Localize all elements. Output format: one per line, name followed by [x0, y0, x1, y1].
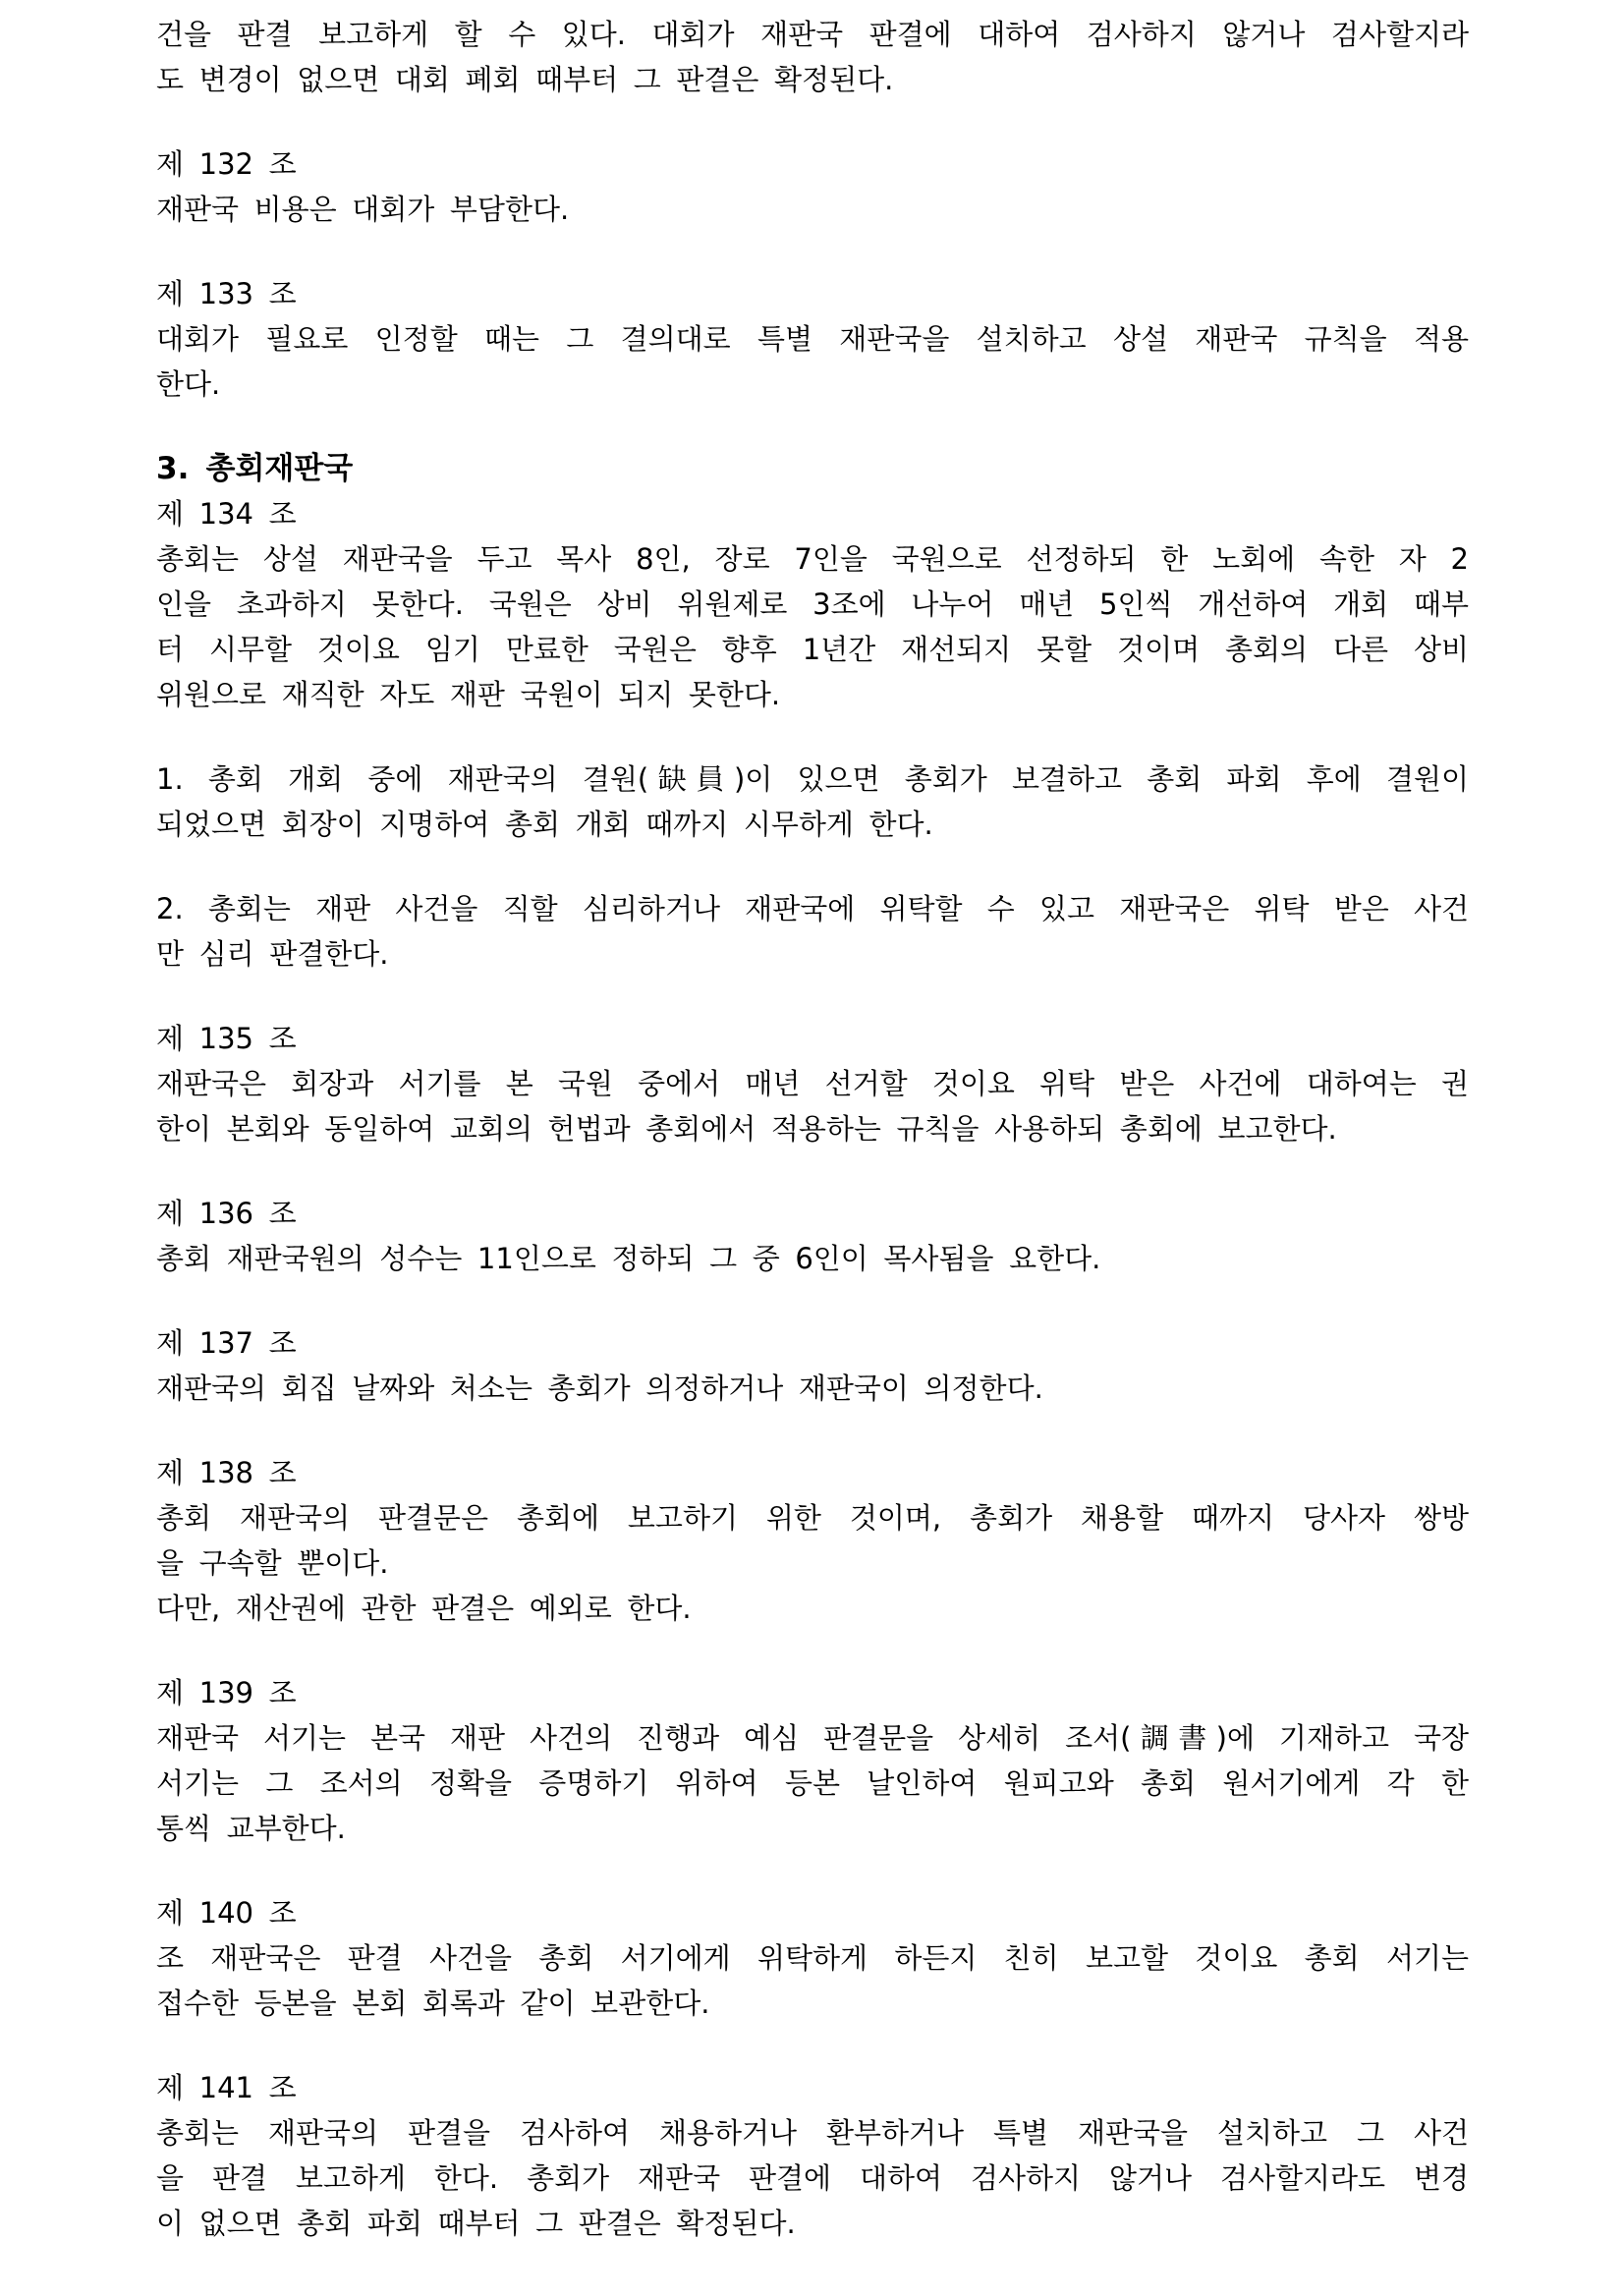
text-line: 총회는 재판국의 판결을 검사하여 채용하거나 환부하거나 특별 재판국을 설치하고 그 사건 — [156, 2116, 1469, 2150]
article-number: 제 135 조 — [156, 1022, 297, 1055]
text-line: 을 구속할 뿐이다. — [156, 1546, 389, 1580]
text-line: 건을 판결 보고하게 할 수 있다. 대회가 재판국 판결에 대하여 검사하지 않거나 검사할지라 — [156, 18, 1469, 51]
text-line: 되었으면 회장이 지명하여 총회 개회 때까지 시무하게 한다. — [156, 808, 933, 841]
article-number: 제 137 조 — [156, 1326, 297, 1360]
text-line: 2. 총회는 재판 사건을 직할 심리하거나 재판국에 위탁할 수 있고 재판국은 위탁 받은 사건 — [156, 892, 1469, 925]
text-line: 다만, 재산권에 관한 판결은 예외로 한다. — [156, 1592, 692, 1625]
text-line: 터 시무할 것이요 임기 만료한 국원은 향후 1년간 재선되지 못할 것이며 총회의 다른 상비 — [156, 633, 1469, 666]
article-number: 제 136 조 — [156, 1197, 297, 1230]
text-line: 통씩 교부한다. — [156, 1812, 346, 1845]
text-line: 인을 초과하지 못한다. 국원은 상비 위원제로 3조에 나누어 매년 5인씩 개선하여 개회 때부 — [156, 588, 1469, 621]
article-141 — [156, 2065, 1469, 2246]
text-line: 도 변경이 없으면 대회 폐회 때부터 그 판결은 확정된다. — [156, 63, 894, 96]
article-137 — [156, 1320, 1469, 1411]
article-133 — [156, 271, 1469, 407]
text-line: 대회가 필요로 인정할 때는 그 결의대로 특별 재판국을 설치하고 상설 재판국 규칙을 적용 — [156, 322, 1469, 356]
article-134-item-1 — [156, 756, 1469, 847]
text-line: 이 없으면 총회 파회 때부터 그 판결은 확정된다. — [156, 2207, 796, 2240]
continued-paragraph — [156, 12, 1469, 102]
text-line: 한이 본회와 동일하여 교회의 헌법과 총회에서 적용하는 규칙을 사용하되 총회에 보고한다. — [156, 1112, 1337, 1146]
text-line: 재판국 비용은 대회가 부담한다. — [156, 193, 570, 226]
article-number: 제 133 조 — [156, 277, 297, 310]
text-line: 1. 총회 개회 중에 재판국의 결원(缺員)이 있으면 총회가 보결하고 총회 파회 후에 결원이 — [156, 762, 1469, 796]
article-number: 제 138 조 — [156, 1456, 297, 1489]
article-number: 제 132 조 — [156, 147, 297, 181]
text-line: 총회 재판국의 판결문은 총회에 보고하기 위한 것이며, 총회가 채용할 때까지 당사자 쌍방 — [156, 1501, 1469, 1535]
text-line: 서기는 그 조서의 정확을 증명하기 위하여 등본 날인하여 원피고와 총회 원서기에게 각 한 — [156, 1766, 1469, 1800]
text-line: 을 판결 보고하게 한다. 총회가 재판국 판결에 대하여 검사하지 않거나 검사할지라도 변경 — [156, 2161, 1469, 2195]
article-number: 제 140 조 — [156, 1896, 297, 1930]
text-line: 재판국 서기는 본국 재판 사건의 진행과 예심 판결문을 상세히 조서(調書)에 기재하고 국장 — [156, 1721, 1469, 1755]
article-136 — [156, 1191, 1469, 1281]
text-line: 한다. — [156, 367, 221, 401]
article-132 — [156, 141, 1469, 232]
text-line: 재판국은 회장과 서기를 본 국원 중에서 매년 선거할 것이요 위탁 받은 사건에 대하여는 권 — [156, 1067, 1469, 1100]
article-139 — [156, 1670, 1469, 1851]
text-line: 총회는 상설 재판국을 두고 목사 8인, 장로 7인을 국원으로 선정하되 한 노회에 속한 자 2 — [156, 542, 1469, 576]
article-140 — [156, 1890, 1469, 2026]
article-135 — [156, 1016, 1469, 1151]
article-number: 제 141 조 — [156, 2071, 297, 2104]
article-number: 제 139 조 — [156, 1676, 297, 1709]
article-134 — [156, 491, 1469, 717]
text-line: 만 심리 판결한다. — [156, 937, 389, 971]
text-line: 재판국의 회집 날짜와 처소는 총회가 의정하거나 재판국이 의정한다. — [156, 1372, 1043, 1405]
article-138 — [156, 1450, 1469, 1631]
text-line: 조 재판국은 판결 사건을 총회 서기에게 위탁하게 하든지 친히 보고할 것이요 총회 서기는 — [156, 1941, 1469, 1975]
text-line: 총회 재판국원의 성수는 11인으로 정하되 그 중 6인이 목사됨을 요한다. — [156, 1242, 1101, 1275]
text-line: 접수한 등본을 본회 회록과 같이 보관한다. — [156, 1987, 710, 2020]
document-body — [156, 12, 1469, 2246]
section-heading-3: 3. 총회재판국 — [156, 451, 354, 486]
article-number: 제 134 조 — [156, 497, 297, 531]
text-line: 위원으로 재직한 자도 재판 국원이 되지 못한다. — [156, 678, 781, 711]
article-134-item-2 — [156, 886, 1469, 977]
